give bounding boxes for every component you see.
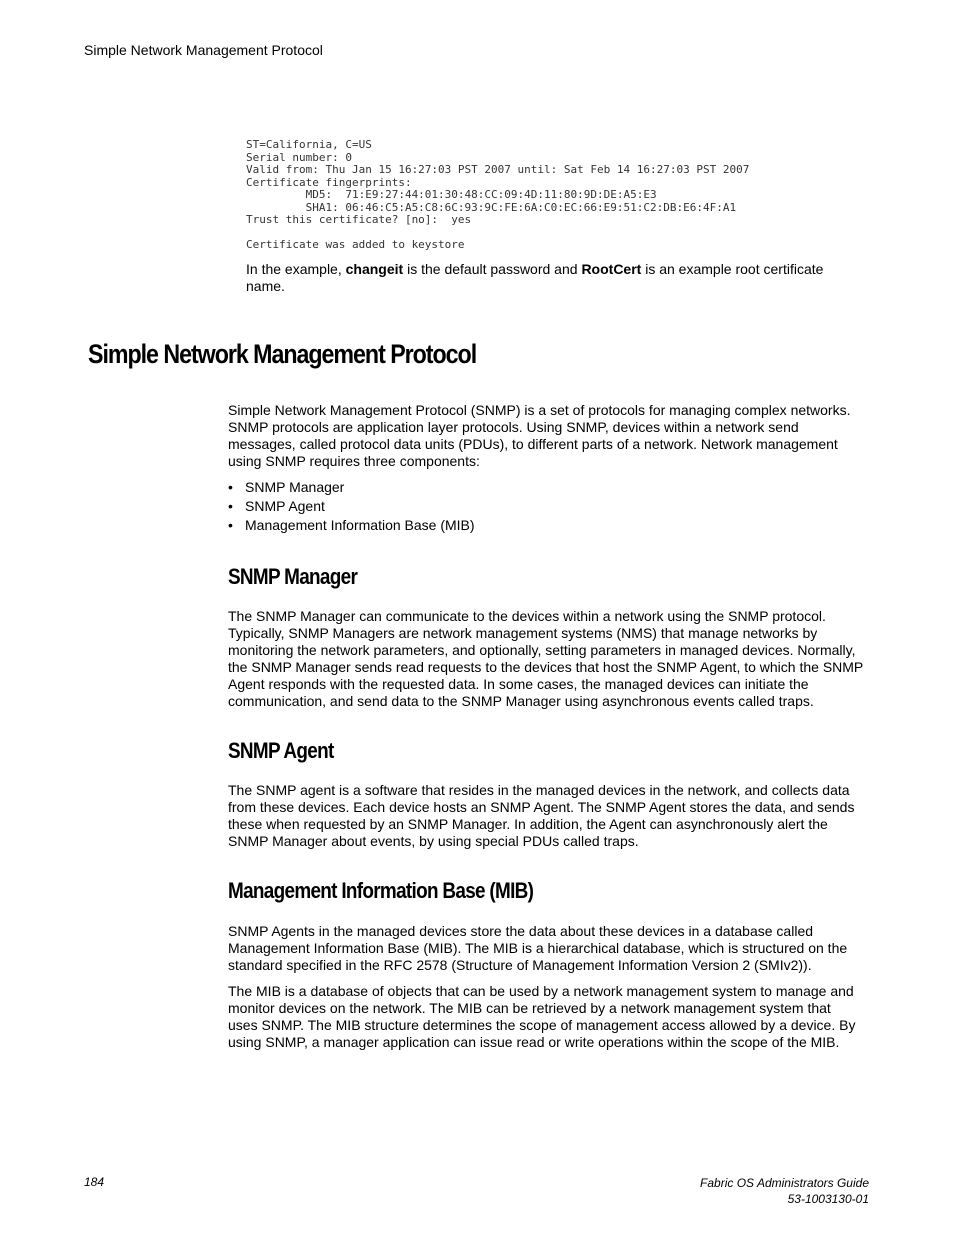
mib-paragraph-2: The MIB is a database of objects that can be used by a network management system to manage and monitor devices on the network. The MIB can be retrieved by a network management system that uses SNMP. The MIB structure determines the scope of management access allowed by a device. By using SNMP, a manager application can issue read or write operations within the scope of the MIB. bbox=[228, 983, 856, 1050]
list-item-label: SNMP Manager bbox=[245, 479, 345, 495]
example-note-text: In the example, bbox=[246, 261, 346, 277]
code-line: Trust this certificate? [no]: yes bbox=[246, 213, 472, 226]
code-line: Valid from: Thu Jan 15 16:27:03 PST 2007 until: Sat Feb 14 16:27:03 PST 2007 bbox=[246, 163, 750, 176]
bullet-mark: • bbox=[228, 498, 233, 514]
list-item bbox=[228, 517, 475, 536]
bullet-mark: • bbox=[228, 517, 233, 533]
code-line: MD5: 71:E9:27:44:01:30:48:CC:09:4D:11:80:9D:DE:A5:E3 bbox=[246, 188, 657, 201]
code-line: ST=California, C=US bbox=[246, 138, 372, 151]
list-item-label: SNMP Agent bbox=[245, 498, 325, 514]
component-list bbox=[228, 479, 475, 536]
code-example bbox=[246, 139, 749, 252]
list-item bbox=[228, 479, 475, 498]
snmp-agent-paragraph: The SNMP agent is a software that resides in the managed devices in the network, and collects data from these devices. Each device hosts an SNMP Agent. The SNMP Agent stores the data, and sends these when requested by an SNMP Manager. In addition, the Agent can asynchronously alert the SNMP Manager about events, by using special PDUs called traps. bbox=[228, 782, 855, 849]
section-heading-mib: Management Information Base (MIB) bbox=[228, 878, 534, 903]
list-item bbox=[228, 498, 475, 517]
doc-number: 53-1003130-01 bbox=[787, 1192, 869, 1206]
example-note-text: is an example root certificate name. bbox=[246, 261, 824, 294]
code-line: SHA1: 06:46:C5:A5:C8:6C:93:9C:FE:6A:C0:EC:66:E9:51:C2:DB:E6:4F:A1 bbox=[246, 200, 737, 214]
code-line: Serial number: 0 bbox=[246, 150, 352, 164]
example-note-text: is the default password and bbox=[403, 261, 582, 277]
list-item-label: Management Information Base (MIB) bbox=[245, 517, 475, 533]
example-note-cert-name: RootCert bbox=[581, 261, 642, 277]
section-heading-snmp-manager: SNMP Manager bbox=[228, 564, 358, 589]
page-number: 184 bbox=[84, 1175, 105, 1189]
bullet-mark: • bbox=[228, 479, 233, 495]
code-line: Certificate was added to keystore bbox=[246, 238, 465, 251]
page-title: Simple Network Management Protocol bbox=[88, 339, 477, 369]
example-note-password: changeit bbox=[345, 261, 404, 277]
intro-paragraph: Simple Network Management Protocol (SNMP) is a set of protocols for managing complex networks. SNMP protocols are application layer protocols. Using SNMP, devices within a network send messages, called protocol data units (PDUs), to different parts of a network. Network management using SNMP requires three components: bbox=[228, 402, 851, 469]
example-note bbox=[246, 261, 856, 295]
snmp-manager-paragraph: The SNMP Manager can communicate to the devices within a network using the SNMP protocol. Typically, SNMP Managers are network management systems (NMS) that manage networks by monitoring the network parameters, and optionally, setting parameters in managed devices. Normally, the SNMP Manager sends read requests to the devices that host the SNMP Agent, to which the SNMP Agent responds with the requested data. In some cases, the managed devices can initiate the communication, and send data to the SNMP Manager using asynchronous events called traps. bbox=[228, 608, 864, 709]
running-header: Simple Network Management Protocol bbox=[84, 42, 323, 58]
code-line: Certificate fingerprints: bbox=[246, 175, 412, 189]
footer-doc-info bbox=[700, 1175, 869, 1207]
section-heading-snmp-agent: SNMP Agent bbox=[228, 738, 334, 763]
mib-paragraph-1: SNMP Agents in the managed devices store the data about these devices in a database called Management Information Base (MIB). The MIB is a hierarchical database, which is structured on the standard specified in the RFC 2578 (Structure of Management Information Version 2 (SMIv2)). bbox=[228, 923, 848, 973]
doc-title: Fabric OS Administrators Guide bbox=[700, 1176, 869, 1190]
